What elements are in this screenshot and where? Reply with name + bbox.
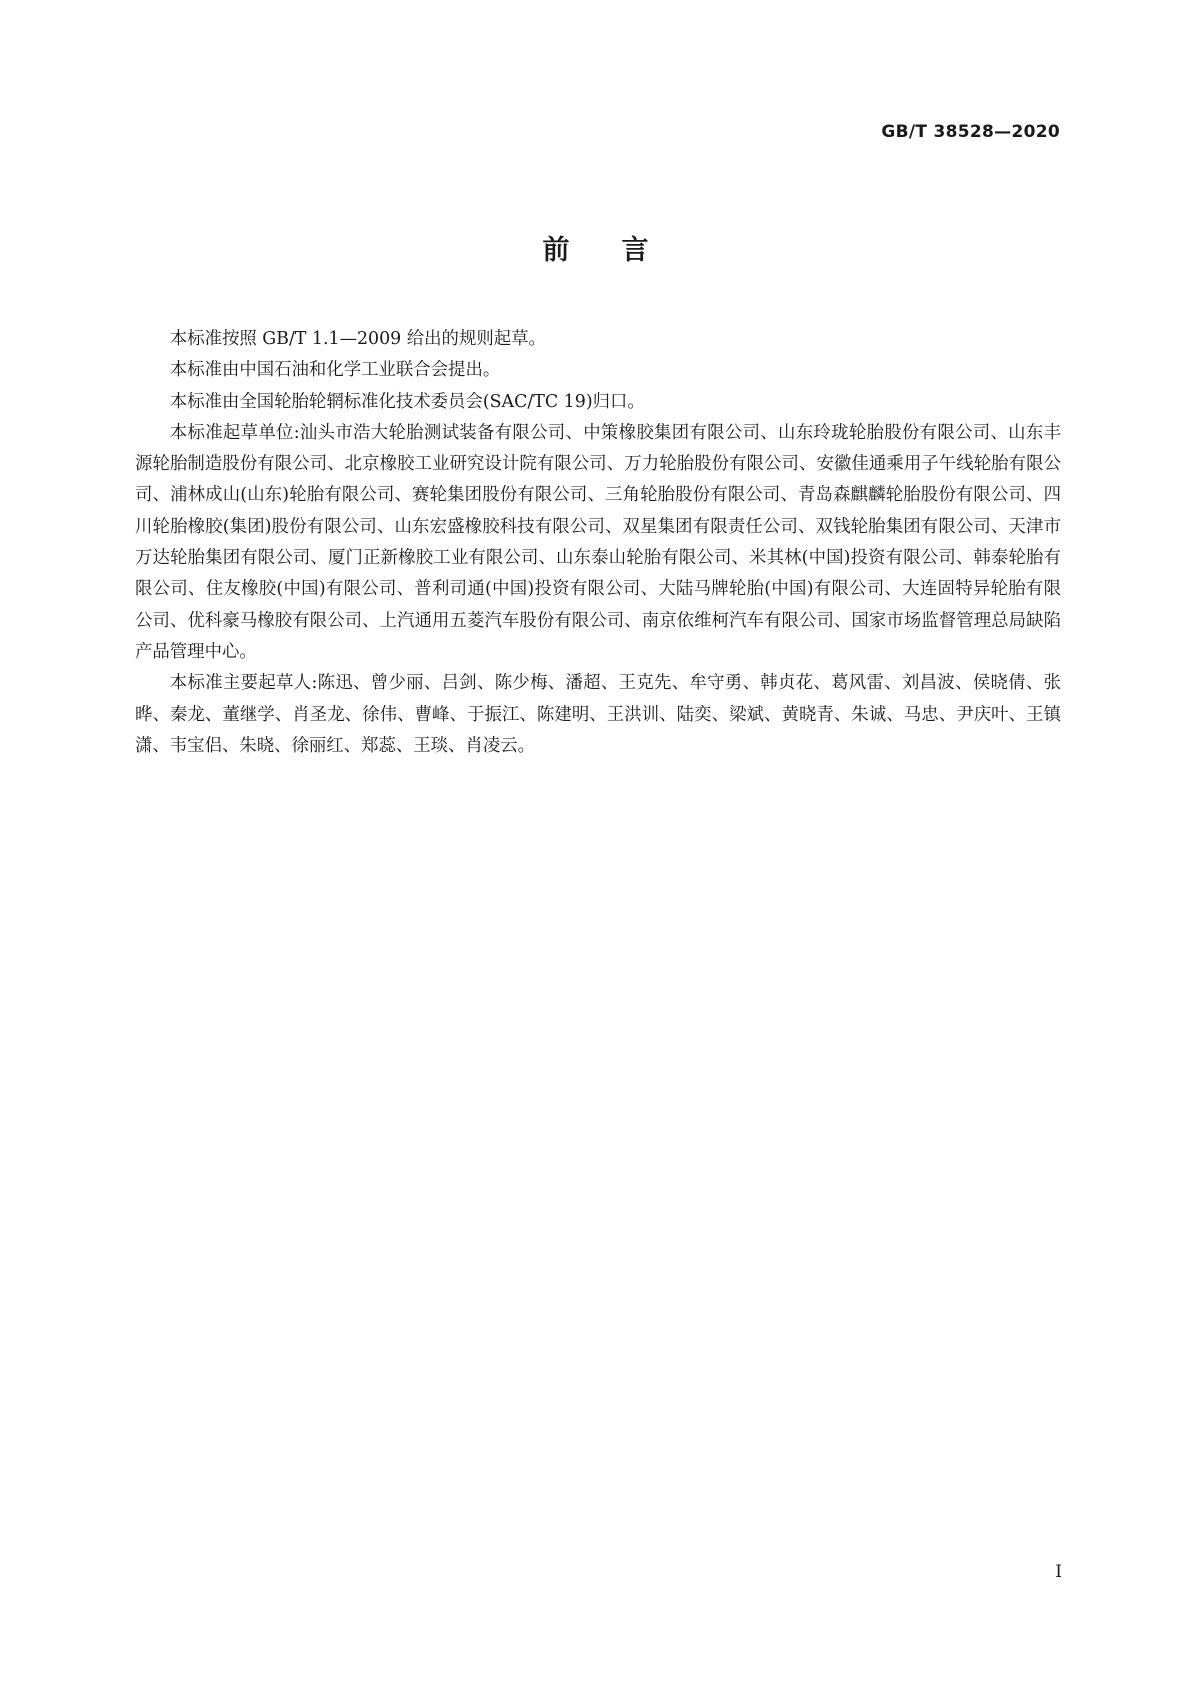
paragraph-drafters: 本标准主要起草人:陈迅、曾少丽、吕剑、陈少梅、潘超、王克先、牟守勇、韩贞花、葛风雷、刘昌波、侯晓倩、张晔、秦龙、董继学、肖圣龙、徐伟、曹峰、于振江、陈建明、王洪训、陆奕、梁斌、黄晓青、朱诚、马忠、尹庆叶、王镇潇、韦宝侣、朱晓、徐丽红、郑蕊、王琰、肖凌云。 <box>135 673 1061 756</box>
foreword-body <box>135 324 1061 762</box>
standard-code: GB/T 38528—2020 <box>881 122 1060 142</box>
page-number: I <box>1055 1562 1062 1582</box>
page-title: 前言 <box>542 235 701 266</box>
paragraph-proposer: 本标准由中国石油和化学工业联合会提出。 <box>169 360 501 381</box>
paragraph-drafting-rules: 本标准按照 GB/T 1.1—2009 给出的规则起草。 <box>169 329 546 349</box>
paragraph-drafting-units: 本标准起草单位:汕头市浩大轮胎测试装备有限公司、中策橡胶集团有限公司、山东玲珑轮胎股份有限公司、山东丰源轮胎制造股份有限公司、北京橡胶工业研究设计院有限公司、万力轮胎股份有限公司、安徽佳通乘用子午线轮胎有限公司、浦林成山(山东)轮胎有限公司、赛轮集团股份有限公司、三角轮胎股份有限公司、青岛森麒麟轮胎股份有限公司、四川轮胎橡胶(集团)股份有限公司、山东宏盛橡胶科技有限公司、双星集团有限责任公司、双钱轮胎集团有限公司、天津市万达轮胎集团有限公司、厦门正新橡胶工业有限公司、山东泰山轮胎有限公司、米其林(中国)投资有限公司、韩泰轮胎有限公司、住友橡胶(中国)有限公司、普利司通(中国)投资有限公司、大陆马牌轮胎(中国)有限公司、大连固特异轮胎有限公司、优科豪马橡胶有限公司、上汽通用五菱汽车股份有限公司、南京依维柯汽车有限公司、国家市场监督管理总局缺陷产品管理中心。 <box>135 422 1061 662</box>
paragraph-committee: 本标准由全国轮胎轮辋标准化技术委员会(SAC/TC 19)归口。 <box>169 391 645 412</box>
